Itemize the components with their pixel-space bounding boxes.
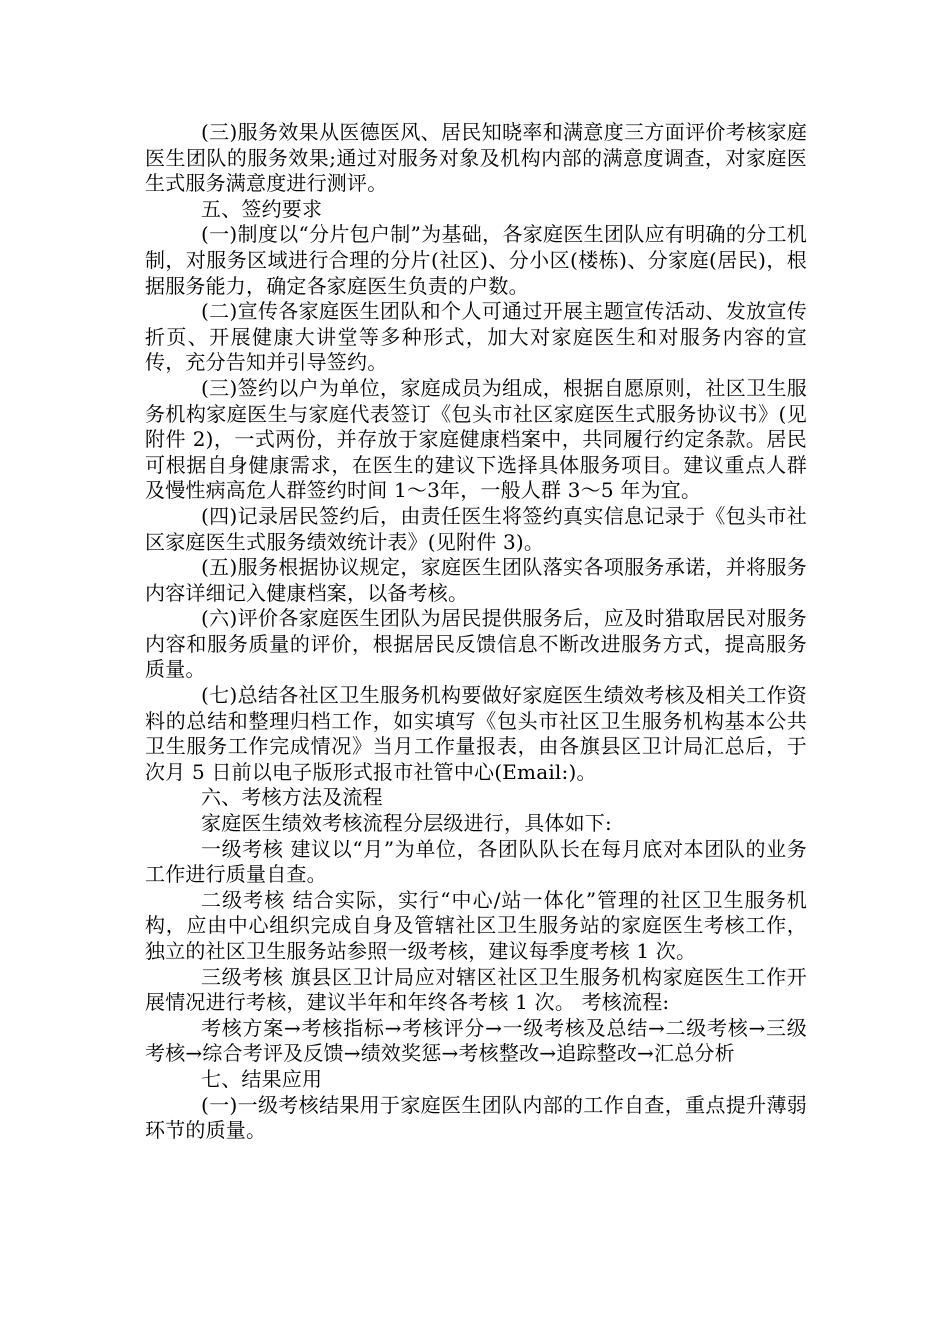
paragraph-record: (四)记录居民签约后，由责任医生将签约真实信息记录于《包头市社区家庭医生式服务绩效统计表》(见附件 3)。 xyxy=(145,503,807,554)
paragraph-level-three: 三级考核 旗县区卫计局应对辖区社区卫生服务机构家庭医生工作开展情况进行考核，建议半年和年终各考核 1 次。 考核流程: xyxy=(145,964,807,1015)
paragraph-level-one: 一级考核 建议以“月”为单位，各团队队长在每月底对本团队的业务工作进行质量自查。 xyxy=(145,836,807,887)
paragraph-level-two: 二级考核 结合实际，实行“中心/站一体化”管理的社区卫生服务机构，应由中心组织完成自身及管辖社区卫生服务站的家庭医生考核工作，独立的社区卫生服务站参照一级考核，建议每季度考核 1 次。 xyxy=(145,887,807,963)
paragraph-service-effect: (三)服务效果从医德医风、居民知晓率和满意度三方面评价考核家庭医生团队的服务效果;通过对服务对象及机构内部的满意度调查，对家庭医生式服务满意度进行测评。 xyxy=(145,120,807,196)
paragraph-signing: (三)签约以户为单位，家庭成员为组成，根据自愿原则，社区卫生服务机构家庭医生与家庭代表签订《包头市社区家庭医生式服务协议书》(见附件 2)，一式两份，并存放于家庭健康档案中，共同履行约定条款。居民可根据自身健康需求，在医生的建议下选择具体服务项目。建议重点人群及慢性病高危人群签约时间 1～3年，一般人群 3～5 年为宜。 xyxy=(145,375,807,503)
heading-signing-requirements: 五、签约要求 xyxy=(201,196,323,221)
paragraph-publicity: (二)宣传各家庭医生团队和个人可通过开展主题宣传活动、发放宣传折页、开展健康大讲堂等多种形式，加大对家庭医生和对服务内容的宣传，充分告知并引导签约。 xyxy=(145,299,807,375)
paragraph-evaluation: (六)评价各家庭医生团队为居民提供服务后，应及时猎取居民对服务内容和服务质量的评价，根据居民反馈信息不断改进服务方式，提高服务质量。 xyxy=(145,606,807,682)
heading-result-application: 七、结果应用 xyxy=(201,1066,323,1091)
paragraph-service: (五)服务根据协议规定，家庭医生团队落实各项服务承诺，并将服务内容详细记入健康档案，以备考核。 xyxy=(145,555,807,605)
heading-assessment-method: 六、考核方法及流程 xyxy=(201,785,383,810)
paragraph-level-one-result: (一)一级考核结果用于家庭医生团队内部的工作自查，重点提升薄弱环节的质量。 xyxy=(145,1092,807,1143)
paragraph-assessment-intro: 家庭医生绩效考核流程分层级进行，具体如下: xyxy=(201,811,612,836)
document-body xyxy=(145,120,807,1144)
paragraph-assessment-flow: 考核方案→考核指标→考核评分→一级考核及总结→二级考核→三级考核→综合考评及反馈→绩效奖惩→考核整改→追踪整改→汇总分析 xyxy=(145,1015,807,1066)
paragraph-summary: (七)总结各社区卫生服务机构要做好家庭医生绩效考核及相关工作资料的总结和整理归档工作，如实填写《包头市社区卫生服务机构基本公共卫生服务工作完成情况》当月工作量报表，由各旗县区卫计局汇总后，于次月 5 日前以电子版形式报市社管中心(Email:)。 xyxy=(145,683,807,784)
paragraph-system: (一)制度以“分片包户制”为基础，各家庭医生团队应有明确的分工机制，对服务区域进行合理的分片(社区)、分小区(楼栋)、分家庭(居民)，根据服务能力，确定各家庭医生负责的户数。 xyxy=(145,222,807,298)
